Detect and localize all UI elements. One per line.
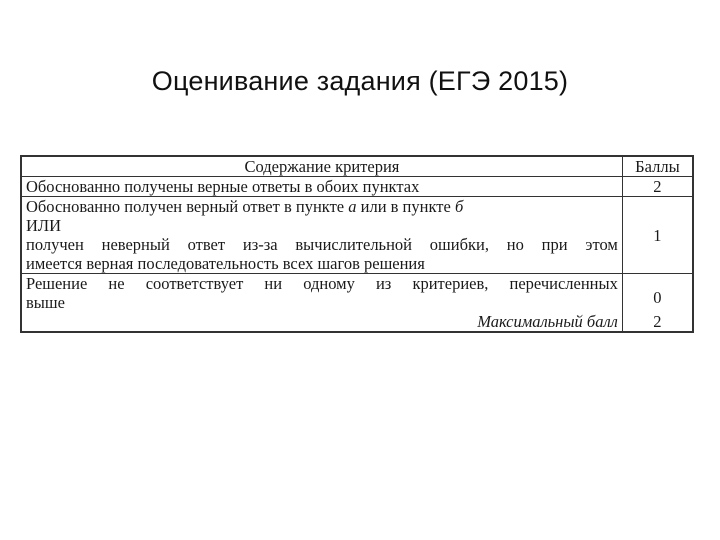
table-row-max [21,312,693,332]
score-cell: 2 [622,177,693,197]
score-cell: 1 [622,197,693,274]
criterion-text-part: или в пункте [360,197,451,216]
table-header-row [21,156,693,177]
criterion-text-part: Обоснованно получен верный ответ в пункте [26,197,345,216]
header-criterion: Содержание критерия [21,156,622,177]
criterion-text-line: Решение не соответствует ни одному из критериев, перечисленных [26,274,618,293]
criterion-text-line [26,197,618,216]
header-score: Баллы [622,156,693,177]
criterion-cell [21,177,622,197]
criterion-text: Обоснованно получены верные ответы в обоих пунктах [26,177,420,196]
criterion-text-line: получен неверный ответ из-за вычислительной ошибки, но при этом [26,235,618,254]
table-row [21,177,693,197]
table-row [21,197,693,274]
criterion-text-line: имеется верная последовательность всех шагов решения [26,254,425,273]
max-score-label: Максимальный балл [21,312,622,332]
criterion-cell [21,274,622,313]
max-score-value: 2 [622,312,693,332]
slide-title: Оценивание задания (ЕГЭ 2015) [151,66,569,96]
criterion-cell [21,197,622,274]
table-row [21,274,693,313]
criterion-text-line: выше [26,293,65,312]
score-cell: 0 [622,274,693,313]
criterion-or-text: ИЛИ [26,216,62,235]
criteria-table [20,155,694,333]
variable-b: б [454,197,464,216]
variable-a: а [348,197,357,216]
